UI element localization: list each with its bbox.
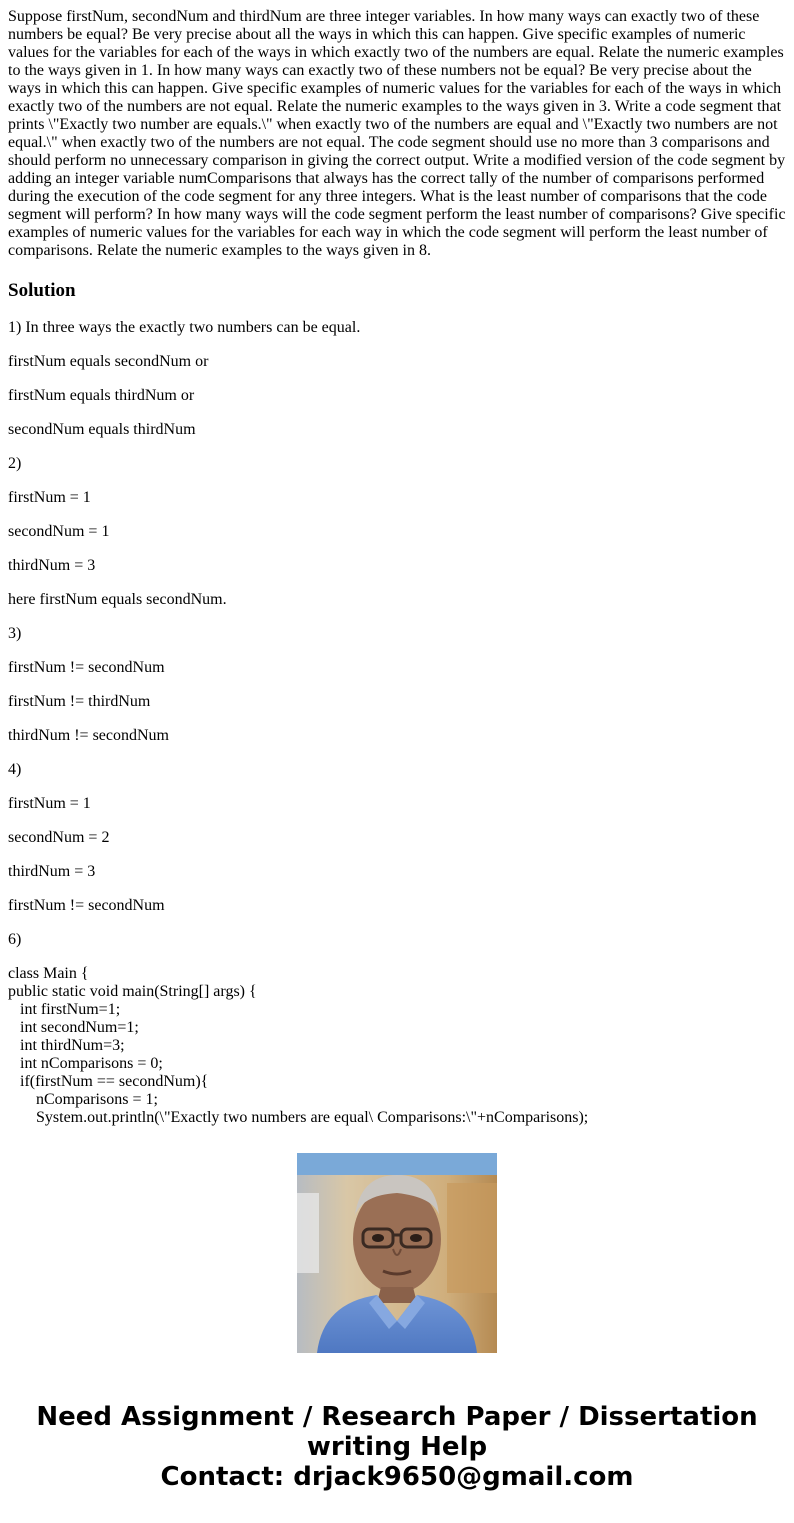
document-body [8,8,788,1126]
code-line: int nComparisons = 0; [8,1055,163,1072]
author-photo-icon [297,1153,497,1353]
solution-line: firstNum != secondNum [8,659,165,676]
code-line: public static void main(String[] args) { [8,983,257,1000]
question-text: Suppose firstNum, secondNum and thirdNum are three integer variables. In how many ways can exactly two of these numbers be equal? Be very precise about all the ways in which this can happen. Give specific examples of numeric values for the variables for each of the ways in which exactly two of the numbers are equal. Relate the numeric examples to the ways given in 1. In how many ways can exactly two of these numbers not be equal? Be very precise about the ways in which this can happen. Give specific examples of numeric values for the variables for each of the ways in which exactly two of the numbers are not equal. Relate the numeric examples to the ways given in 3. Write a code segment that prints \"Exactly two number are equals.\" when exactly two of the numbers are equal and \"Exactly two numbers are not equal.\" when exactly two of the numbers are not equal. The code segment should use no more than 3 comparisons and should perform no unnecessary comparison in giving the correct output. Write a modified version of the code segment by adding an integer variable numComparisons that always has the correct tally of the number of comparisons performed during the execution of the code segment for any three integers. What is the least number of comparisons that the code segment will perform? In how many ways will the code segment perform the least number of comparisons? Give specific examples of numeric values for the variables for each way in which the code segment will perform the least number of comparisons. Relate the numeric examples to the ways given in 8. [8,8,786,259]
code-line: int secondNum=1; [8,1019,139,1036]
solution-line: thirdNum != secondNum [8,727,169,744]
author-avatar [297,1153,497,1353]
solution-line: firstNum != thirdNum [8,693,151,710]
code-line: int thirdNum=3; [8,1037,125,1054]
solution-line: 1) In three ways the exactly two numbers can be equal. [8,319,361,336]
solution-line: thirdNum = 3 [8,557,96,574]
promo-contact: Contact: drjack9650@gmail.com [160,1462,634,1492]
solution-line: firstNum equals thirdNum or [8,387,195,404]
code-line: nComparisons = 1; [8,1091,158,1108]
solution-line: secondNum = 2 [8,829,110,846]
code-line: System.out.println(\"Exactly two numbers are equal\ Comparisons:\"+nComparisons); [8,1109,589,1126]
promo-line: Need Assignment / Research Paper / Dissertation [36,1402,758,1432]
solution-content [8,319,788,949]
solution-line: here firstNum equals secondNum. [8,591,227,608]
solution-line: firstNum = 1 [8,795,91,812]
code-line: if(firstNum == secondNum){ [8,1073,209,1090]
solution-line: 3) [8,625,22,642]
solution-line: firstNum != secondNum [8,897,165,914]
promo-line: writing Help [306,1432,488,1462]
solution-heading: Solution [8,280,76,301]
solution-line: 6) [8,931,22,948]
promo-banner [0,1402,794,1492]
code-block [8,965,788,1126]
solution-line: secondNum = 1 [8,523,110,540]
solution-line: secondNum equals thirdNum [8,421,196,438]
solution-line: thirdNum = 3 [8,863,96,880]
solution-line: firstNum = 1 [8,489,91,506]
solution-line: 2) [8,455,22,472]
code-line: class Main { [8,965,89,982]
solution-line: firstNum equals secondNum or [8,353,209,370]
solution-line: 4) [8,761,22,778]
code-line: int firstNum=1; [8,1001,121,1018]
